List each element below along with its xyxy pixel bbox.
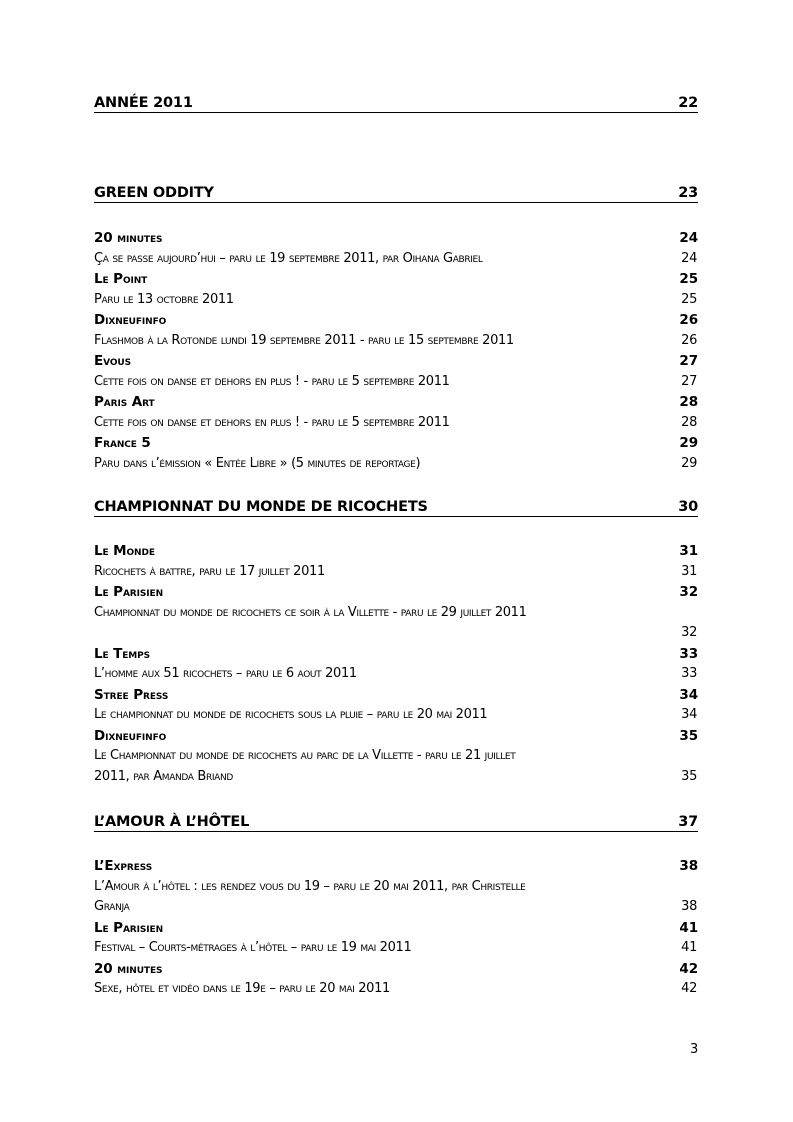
entry-page-number: 25 xyxy=(679,271,698,287)
entry-page-number: 32 xyxy=(679,584,698,600)
toc-article-entry[interactable] xyxy=(94,877,698,898)
entry-page-number: 27 xyxy=(681,373,697,389)
toc-source-entry[interactable] xyxy=(94,582,698,603)
entry-page-number: 28 xyxy=(679,394,698,410)
entry-page-number: 38 xyxy=(679,858,698,874)
article-title: Ricochets à battre, paru le 17 juillet 2011 xyxy=(94,563,325,579)
section-page: 23 xyxy=(678,185,698,201)
section-title: GREEN ODDITY xyxy=(94,185,214,201)
article-title: Ça se passe aujourd’hui – paru le 19 septembre 2011, par Oihana Gabriel xyxy=(94,250,483,266)
toc-article-entry[interactable] xyxy=(94,623,698,644)
section-title: ANNÉE 2011 xyxy=(94,95,193,111)
article-title: Paru dans l’émission « Entée Libre » (5 minutes de reportage) xyxy=(94,455,421,471)
toc-article-entry[interactable] xyxy=(94,705,698,726)
entry-page-number: 34 xyxy=(681,707,697,722)
section-title: CHAMPIONNAT DU MONDE DE RICOCHETS xyxy=(94,499,428,515)
entry-page-number: 24 xyxy=(679,230,698,246)
toc-source-entry[interactable] xyxy=(94,856,698,877)
article-title: L’Amour à l’hôtel : les rendez vous du 19 – paru le 20 mai 2011, par Christelle xyxy=(94,878,526,894)
toc-article-entry[interactable] xyxy=(94,249,698,270)
source-name: Le Point xyxy=(94,271,148,287)
toc-source-entry[interactable] xyxy=(94,541,698,562)
source-name: Le Parisien xyxy=(94,584,163,600)
source-name: Le Temps xyxy=(94,645,151,662)
entry-page-number: 32 xyxy=(681,625,697,640)
entry-page-number: 35 xyxy=(681,768,697,784)
source-name: Stree Press xyxy=(94,686,169,703)
page-number: 3 xyxy=(690,1042,699,1057)
toc-source-entry[interactable] xyxy=(94,310,698,331)
article-title: Le Championnat du monde de ricochets au parc de la Villette - paru le 21 juillet xyxy=(94,748,516,763)
article-title: Granja xyxy=(94,899,130,914)
entry-page-number: 41 xyxy=(679,919,698,936)
toc-article-entry[interactable] xyxy=(94,979,698,1000)
source-name: 20 minutes xyxy=(94,230,163,246)
entry-page-number: 42 xyxy=(681,981,697,996)
toc-section-heading[interactable] xyxy=(94,496,698,517)
article-title: 2011, par Amanda Briand xyxy=(94,768,233,784)
toc-article-entry[interactable] xyxy=(94,413,698,434)
source-name: Le Monde xyxy=(94,543,155,559)
source-name: Evous xyxy=(94,353,131,369)
toc-article-entry[interactable] xyxy=(94,372,698,393)
entry-page-number: 31 xyxy=(679,543,698,559)
article-title: Paru le 13 octobre 2011 xyxy=(94,291,234,307)
toc-source-entry[interactable] xyxy=(94,433,698,454)
entry-page-number: 34 xyxy=(679,686,698,703)
source-name: Paris Art xyxy=(94,394,155,410)
article-title: Cette fois on danse et dehors en plus ! - paru le 5 septembre 2011 xyxy=(94,373,450,389)
entry-page-number: 27 xyxy=(679,353,698,369)
entry-page-number: 33 xyxy=(679,645,698,662)
entry-page-number: 35 xyxy=(679,727,698,744)
toc-article-entry[interactable] xyxy=(94,938,698,959)
entry-page-number: 33 xyxy=(681,666,697,681)
entry-page-number: 24 xyxy=(681,250,697,266)
toc-article-entry[interactable] xyxy=(94,664,698,685)
entry-page-number: 29 xyxy=(679,435,698,451)
toc-section-entries xyxy=(94,228,698,474)
entry-page-number: 31 xyxy=(681,563,697,579)
entry-page-number: 26 xyxy=(679,312,698,328)
toc-section-entries xyxy=(94,541,698,787)
article-title: Flashmob à la Rotonde lundi 19 septembre 2011 - paru le 15 septembre 2011 xyxy=(94,332,514,348)
toc-source-entry[interactable] xyxy=(94,392,698,413)
section-page: 30 xyxy=(678,499,698,515)
entry-page-number: 41 xyxy=(681,940,697,955)
entry-page-number: 42 xyxy=(679,960,698,977)
source-name: Dixneufinfo xyxy=(94,727,167,744)
toc-source-entry[interactable] xyxy=(94,918,698,939)
toc-article-entry[interactable] xyxy=(94,562,698,583)
article-title: Cette fois on danse et dehors en plus ! - paru le 5 septembre 2011 xyxy=(94,414,450,430)
source-name: 20 minutes xyxy=(94,960,163,977)
toc-source-entry[interactable] xyxy=(94,351,698,372)
toc-article-entry[interactable] xyxy=(94,767,698,788)
toc-source-entry[interactable] xyxy=(94,959,698,980)
toc-article-entry[interactable] xyxy=(94,897,698,918)
toc-source-entry[interactable] xyxy=(94,644,698,665)
source-name: Le Parisien xyxy=(94,919,163,936)
article-title: Festival – Courts-métrages à l’hôtel – paru le 19 mai 2011 xyxy=(94,940,412,955)
toc-section-entries xyxy=(94,856,698,1000)
entry-page-number: 28 xyxy=(681,414,697,430)
entry-page-number: 38 xyxy=(681,899,697,914)
toc-source-entry[interactable] xyxy=(94,685,698,706)
toc-source-entry[interactable] xyxy=(94,269,698,290)
section-page: 22 xyxy=(678,95,698,111)
toc-article-entry[interactable] xyxy=(94,746,698,767)
section-title: L’AMOUR À L’HÔTEL xyxy=(94,814,250,830)
toc-article-entry[interactable] xyxy=(94,603,698,624)
entry-page-number: 26 xyxy=(681,332,697,348)
source-name: L’Express xyxy=(94,858,153,874)
article-title: Le championnat du monde de ricochets sous la pluie – paru le 20 mai 2011 xyxy=(94,707,488,722)
article-title: L’homme aux 51 ricochets – paru le 6 aout 2011 xyxy=(94,666,357,681)
entry-page-number: 25 xyxy=(681,291,697,307)
toc-article-entry[interactable] xyxy=(94,454,698,475)
article-title: Championnat du monde de ricochets ce soir à la Villette - paru le 29 juillet 2011 xyxy=(94,604,527,620)
source-name: France 5 xyxy=(94,435,151,451)
section-page: 37 xyxy=(678,814,698,830)
toc-source-entry[interactable] xyxy=(94,726,698,747)
toc-article-entry[interactable] xyxy=(94,290,698,311)
toc-section-heading[interactable] xyxy=(94,811,698,832)
toc-article-entry[interactable] xyxy=(94,331,698,352)
article-title: Sexe, hôtel et vidéo dans le 19e – paru le 20 mai 2011 xyxy=(94,981,390,996)
toc-section-heading[interactable] xyxy=(94,92,698,113)
entry-page-number: 29 xyxy=(681,455,697,471)
toc-source-entry[interactable] xyxy=(94,228,698,249)
source-name: Dixneufinfo xyxy=(94,312,167,328)
toc-section-heading[interactable] xyxy=(94,182,698,203)
